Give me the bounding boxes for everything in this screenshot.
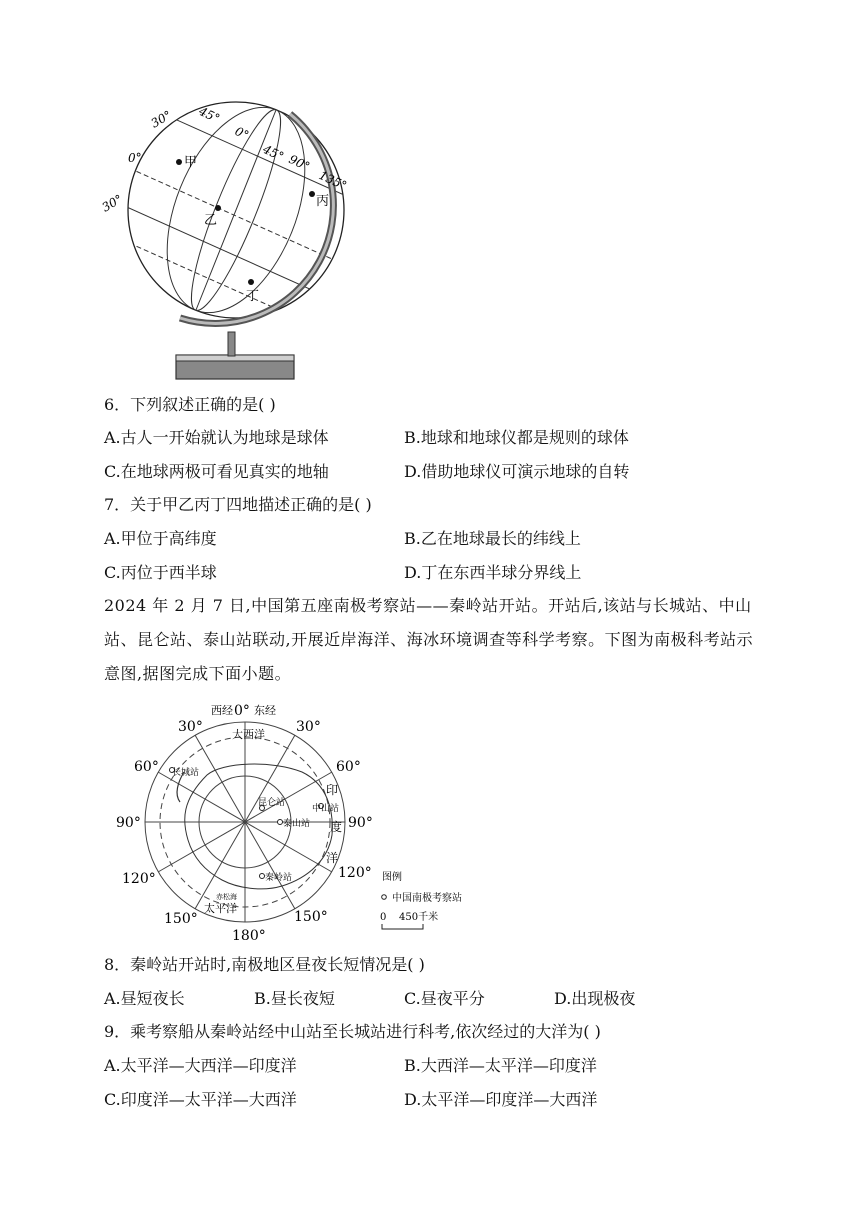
globe-figure [100,100,370,385]
antarctica-map [112,700,492,945]
question-9-stem: 9．乘考察船从秦岭站经中山站至长城站进行科考,依次经过的大洋为( ) [104,1022,601,1041]
sea-label: 赤松海 [216,893,237,901]
question-7-option-d[interactable]: D.丁在东西半球分界线上 [404,563,582,582]
question-7-stem: 7．关于甲乙丙丁四地描述正确的是( ) [104,495,372,514]
question-6-option-b[interactable]: B.地球和地球仪都是规则的球体 [404,428,629,447]
question-8-option-c[interactable]: C.昼夜平分 [404,989,485,1008]
meridian-label: 60° [336,759,361,775]
legend-item: 中国南极考察站 [392,893,462,904]
station-label: 昆仑站 [258,798,286,808]
question-8-stem: 8．秦岭站开站时,南极地区昼夜长短情况是( ) [104,955,425,974]
ocean-label-indian: 度 [330,820,343,834]
meridian-label: 30° [178,719,203,735]
station-label: 长城站 [172,768,200,778]
question-9-option-d[interactable]: D.太平洋—印度洋—大西洋 [404,1090,598,1109]
question-8-option-a[interactable]: A.昼短夜长 [104,989,185,1008]
ocean-label-indian: 印 [326,783,339,797]
map-top-label-zero: 0° [234,703,250,719]
station-label: 中山站 [312,804,340,814]
question-6-option-a[interactable]: A.古人一开始就认为地球是球体 [104,428,329,447]
station-label: 秦岭站 [265,873,293,883]
question-8-option-b[interactable]: B.昼长夜短 [254,989,335,1008]
question-9-option-a[interactable]: A.太平洋—大西洋—印度洋 [104,1056,297,1075]
question-9-option-b[interactable]: B.大西洋—太平洋—印度洋 [404,1056,597,1075]
point-yi [215,205,221,211]
meridian-label: 150° [164,911,198,927]
question-7-option-c[interactable]: C.丙位于西半球 [104,563,217,582]
antarctica-coastline [185,764,333,889]
globe-lon-label: 0° [232,124,252,143]
reading-passage: 2024 年 2 月 7 日,中国第五座南极考察站——秦岭站开站。开站后,该站与长城站、中山站、昆仑站、泰山站联动,开展近岸海洋、海冰环境调查等科学考察。下图为南极科考站示意图,据图完成下面小题。 [104,596,754,683]
meridian-label: 180° [232,928,266,944]
station-label: 泰山站 [283,819,311,829]
point-jia [176,159,182,165]
map-top-label-east: 东经 [254,704,276,717]
question-7-option-b[interactable]: B.乙在地球最长的纬线上 [404,529,581,548]
question-6-option-d[interactable]: D.借助地球仪可演示地球的自转 [404,462,630,481]
meridian-label: 90° [116,815,141,831]
scale-value: 450千米 [399,912,439,923]
ocean-label-atlantic: 大西洋 [232,728,265,741]
globe-lat-label: 30° [100,191,125,215]
globe-lon-label: 45° [196,104,222,126]
globe-lat-label: 0° [128,151,142,165]
question-9-option-c[interactable]: C.印度洋—太平洋—大西洋 [104,1090,297,1109]
point-label: 甲 [184,155,198,170]
point-bing [309,191,315,197]
globe-lon-label: 45° [260,142,286,164]
question-7-option-a[interactable]: A.甲位于高纬度 [104,529,217,548]
globe-lon-label: 90° [286,152,312,174]
scale-bar [382,924,423,929]
question-6-stem: 6．下列叙述正确的是( ) [104,395,276,414]
globe-stand [228,332,235,356]
ocean-label-pacific: 太平洋 [204,902,237,915]
meridian-label: 120° [122,871,156,887]
globe-lon-label: 135° [316,168,349,193]
meridian-label: 30° [296,719,321,735]
meridian-label: 90° [348,815,373,831]
legend-title: 图例 [382,872,402,883]
meridian-label: 120° [338,865,372,881]
meridian-label: 60° [134,759,159,775]
scale-zero: 0 [380,912,387,923]
point-ding [248,279,254,285]
meridian-label: 150° [294,909,328,925]
ocean-label-indian: 洋 [326,851,339,865]
point-label: 乙 [204,213,218,228]
question-6-option-c[interactable]: C.在地球两极可看见真实的地轴 [104,462,329,481]
question-8-option-d[interactable]: D.出现极夜 [554,989,636,1008]
point-label: 丙 [316,194,330,209]
map-top-label-west: 西经 [211,704,233,717]
globe-lat-label: 30° [148,107,174,131]
point-label: 丁 [246,289,260,304]
